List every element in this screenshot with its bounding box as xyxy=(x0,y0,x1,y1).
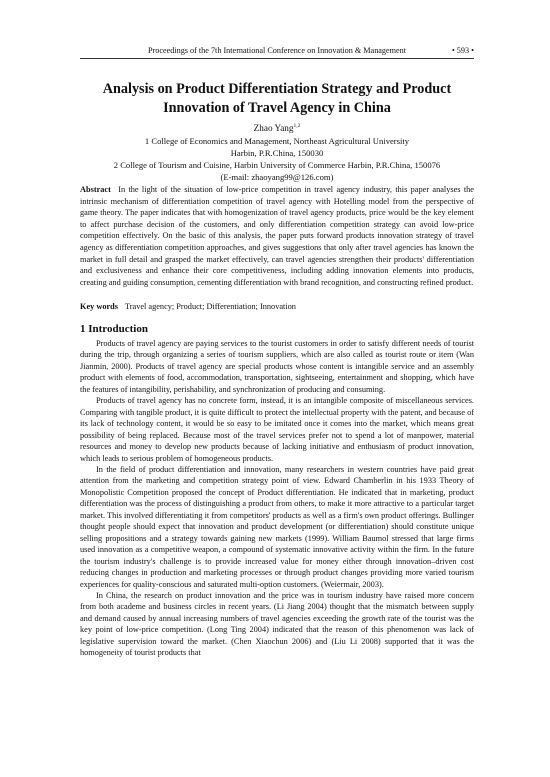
abstract-label: Abstract xyxy=(80,185,111,194)
keywords-label: Key words xyxy=(80,302,119,311)
keywords-text: Travel agency; Product; Differentiation; Innovation xyxy=(124,302,296,311)
author-line xyxy=(70,123,484,133)
paragraph: In the field of product differentiation and innovation, many researchers in western countries have paid great attention from the marketing and competition strategy point of view. Edward Chamberlin in his 1933 Theory of Monopolistic Competition proposed the concept of Product differentiation. He indicated that in marketing, product differentiation was the process of distinguishing a product from others, to make it more attractive to a particular target market. This involved differentiating it from competitors' products as well as a firm's own product offerings. Bullinger thought people should expect that innovation and product development (or differentiation) should constitute unique selling propositions and a strategy towards gaining new markets (1999). William Baumol stressed that large firms used innovation as a competitive weapon, a compound of systematic innovative activity within the firm. In the future the tourism industry's challenge is to provide increased value for money either through innovation–driven cost reducing changes in production and marketing processes or through product changes providing more varied tourism experiences for quality-conscious and saturated multi-option customers. (Weiermair, 2003). xyxy=(80,464,474,589)
running-header xyxy=(80,44,474,58)
abstract-text: In the light of the situation of low-price competition in travel agency industry, this paper analyses the intrinsic mechanism of differentiation competition of travel agency with Hotelling model from the perspective of game theory. The paper indicates that with homogenization of travel agency products, price would be the key element to affect purchase decision of the customers, and only differentiation competition strategy can avoid low-price competition effectively. On the basic of this analysis, the paper puts forward products innovation strategy of travel agency as differentiation competition approaches, and gives suggestions that only after travel agencies has known the market in full detail and grasped the market effectively, can travel agencies strengthen their products' differentiation and exclusiveness and enhance their core competitiveness, including adding innovation elements into products, creating and guiding consumption, cementing differentiation with brand recognition, and constructing refined product. xyxy=(80,185,474,287)
paragraph: Products of travel agency are paying services to the tourist customers in order to satisfy different needs of tourist during the trip, through organizing a series of tourism suppliers, which are also called as tourist route or item (Wan Jianmin, 2000). Products of travel agency are special products whose content is intangible service and an assembly product with elements of food, accommodation, transportation, sightseeing, entertainment and shopping, which have the features of intangibility, perishability, and synchronization of producing and consuming. xyxy=(80,339,474,394)
paper-title: Analysis on Product Differentiation Strategy and Product Innovation of Travel Agency in China xyxy=(102,81,452,116)
body-text xyxy=(80,338,474,659)
affiliation-1: 1 College of Economics and Management, Northeast Agricultural University xyxy=(144,136,410,146)
affiliation-1-address: Harbin, P.R.China, 150030 xyxy=(230,148,324,158)
header-rule xyxy=(80,58,474,59)
paragraph: In China, the research on product innovation and the price was in tourism industry have raised more concern from both academe and business circles in recent years. (Li Jiang 2004) thought that the mismatch between supply and demand caused by annual increasing numbers of travel agencies exceeding the growth rate of the tourist was the key point of low-price competition. (Long Ting 2004) indicated that the reason of this phenomenon was lack of legislative supervision toward the market. (Chen Xiaochun 2006) and (Liu Li 2008) supported that it was the homogeneity of tourist products that xyxy=(80,590,474,658)
author-name: Zhao Yang xyxy=(253,123,294,134)
author-affiliation-marks: 1,2 xyxy=(293,123,301,129)
paragraph: Products of travel agency has no concrete form, instead, it is an intangible composite of miscellaneous services. Comparing with tangible product, it is quite difficult to protect the intellectual property with the patent, and because of its lack of technology content, it would be so easy to be imitated once it comes into the market, which means great possibility of being replaced. Because most of the travel services prefer not to spend a lot of manpower, material resources and money to develop new products because of lacking initiative and enthusiasm of product innovation, which leads to serious problem of homogeneous products. xyxy=(80,396,474,463)
affiliation-2: 2 College of Tourism and Cuisine, Harbin University of Commerce Harbin, P.R.China, 150076 xyxy=(113,160,441,170)
section-heading: 1 Introduction xyxy=(80,323,148,335)
running-title: Proceedings of the 7th International Conference on Innovation & Management xyxy=(147,46,407,55)
abstract xyxy=(80,184,474,288)
page-number: • 593 • xyxy=(451,46,474,55)
author-email: (E-mail: zhaoyang99@126.com) xyxy=(220,172,334,182)
keywords xyxy=(80,301,474,312)
